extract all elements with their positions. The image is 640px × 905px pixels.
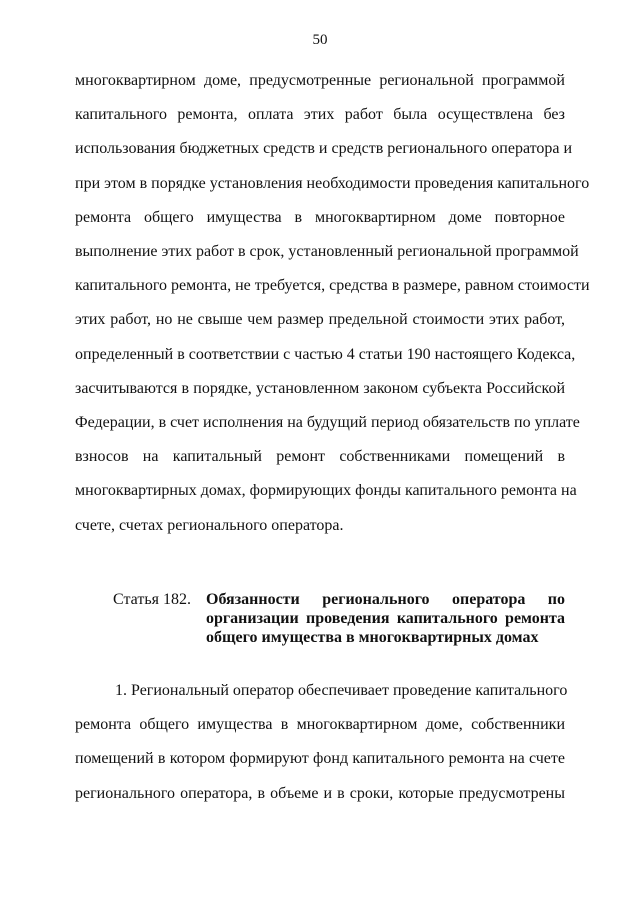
page-number: 50 xyxy=(312,32,328,48)
text-line: при этом в порядке установления необходимости проведения капитального xyxy=(75,174,590,192)
text-line: ремонта общего имущества в многоквартирном доме, собственники xyxy=(75,716,565,734)
text-line: ремонта общего имущества в многоквартирном доме повторное xyxy=(75,208,565,226)
text-line: многоквартирных домах, формирующих фонды капитального ремонта на xyxy=(75,482,577,500)
text-line: капитального ремонта, оплата этих работ была осуществлена без xyxy=(75,106,565,124)
article-label: Статья 182. xyxy=(113,591,191,608)
text-line: использования бюджетных средств и средств регионального оператора и xyxy=(75,140,573,158)
text-line: 1. Региональный оператор обеспечивает проведение капитального xyxy=(115,682,568,699)
text-line: помещений в котором формируют фонд капитального ремонта на счете xyxy=(75,750,565,768)
text-line: регионального оператора, в объеме и в сроки, которые предусмотрены xyxy=(75,784,565,802)
article-title-line: организации проведения капитального ремонта xyxy=(206,610,565,627)
article-title-line: Обязанности регионального оператора по xyxy=(206,591,565,608)
text-line: капитального ремонта, не требуется, средства в размере, равном стоимости xyxy=(75,277,590,295)
text-line: Федерации, в счет исполнения на будущий период обязательств по уплате xyxy=(75,414,580,432)
article-title-line: общего имущества в многоквартирных домах xyxy=(206,629,539,646)
clause-1-paragraph xyxy=(75,674,568,811)
text-line: счете, счетах регионального оператора. xyxy=(75,516,344,534)
article-title xyxy=(206,590,565,647)
continuation-paragraph xyxy=(75,64,590,543)
text-line: взносов на капитальный ремонт собственниками помещений в xyxy=(75,448,565,466)
text-line: этих работ, но не свыше чем размер предельной стоимости этих работ, xyxy=(75,311,565,329)
text-line: определенный в соответствии с частью 4 статьи 190 настоящего Кодекса, xyxy=(75,345,576,363)
text-line: засчитываются в порядке, установленном законом субъекта Российской xyxy=(75,379,565,397)
text-line: многоквартирном доме, предусмотренные региональной программой xyxy=(75,72,565,89)
text-line: выполнение этих работ в срок, установленный региональной программой xyxy=(75,243,579,261)
